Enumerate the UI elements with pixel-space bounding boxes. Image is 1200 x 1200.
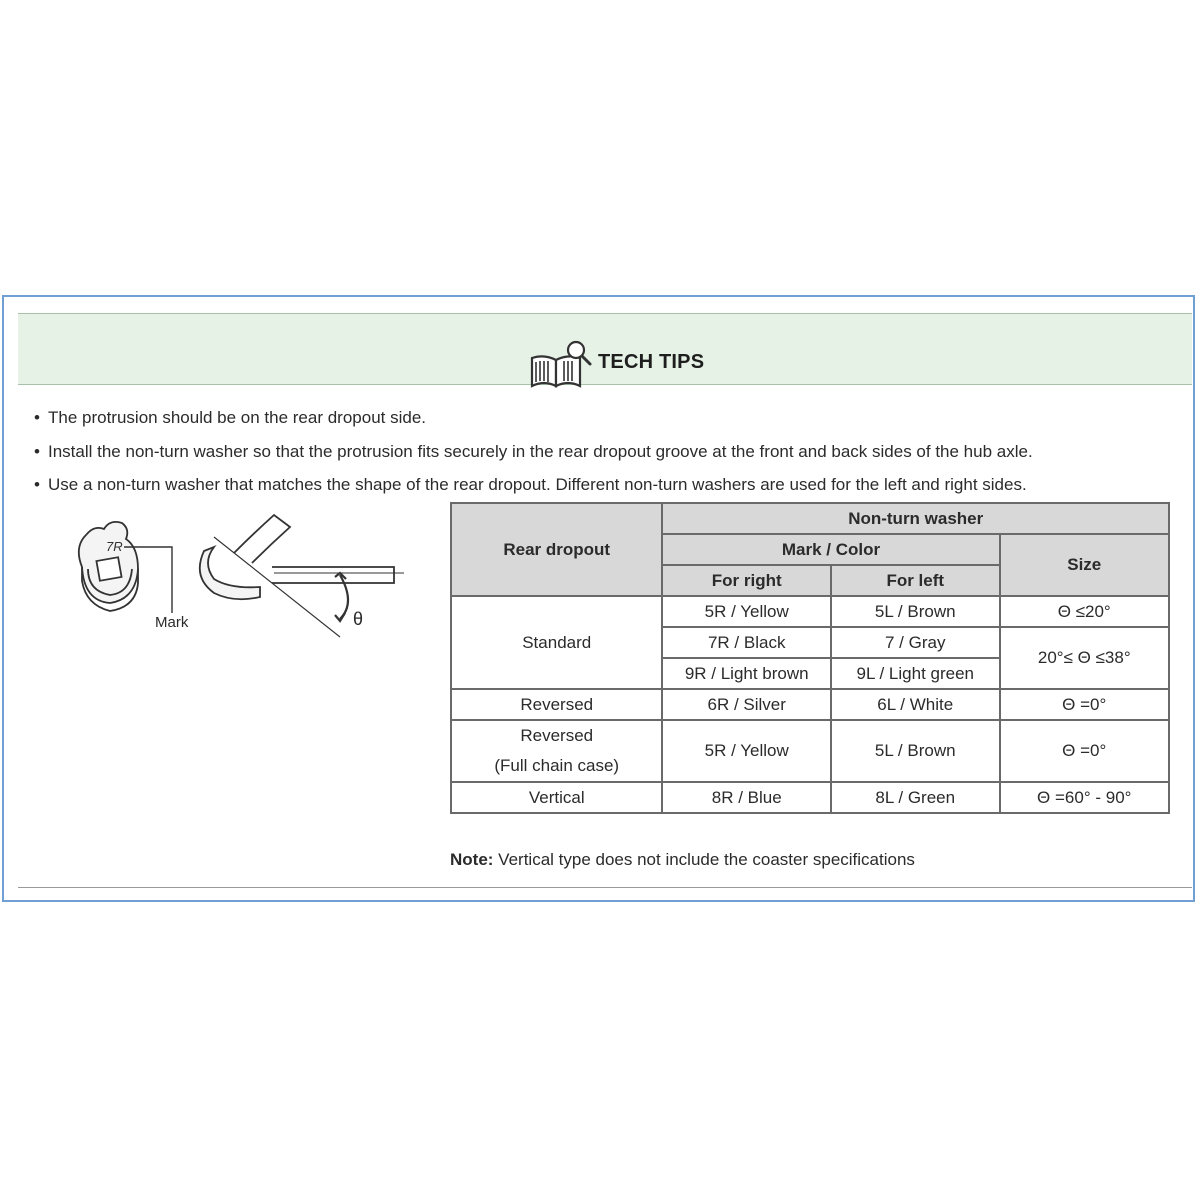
tip-text: Use a non-turn washer that matches the shape of the rear dropout. Different non-turn washers are used for the left and right sides. [48, 475, 1027, 494]
table-row [451, 689, 1169, 720]
book-magnifier-icon [526, 336, 598, 392]
tech-tips-title: TECH TIPS [598, 351, 705, 373]
cell-size: Θ =0° [1000, 720, 1170, 782]
note-label: Note: [450, 850, 494, 869]
cell-right: 5R / Yellow [662, 596, 831, 627]
header-non-turn-washer: Non-turn washer [662, 503, 1169, 534]
table-row [451, 596, 1169, 627]
table-header-row [451, 503, 1169, 534]
cell-left: 5L / Brown [831, 596, 1000, 627]
cell-left: 5L / Brown [831, 720, 1000, 782]
cell-right: 8R / Blue [662, 782, 831, 813]
cell-size: Θ =60° - 90° [1000, 782, 1170, 813]
cell-right: 5R / Yellow [662, 720, 831, 782]
tip-item [34, 468, 1033, 502]
tip-item [34, 401, 1033, 435]
header-mark-color: Mark / Color [662, 534, 999, 565]
table-note [450, 850, 915, 870]
row-label-reversed: Reversed [451, 689, 662, 720]
cell-left: 8L / Green [831, 782, 1000, 813]
non-turn-washer-drawing [79, 522, 172, 613]
washer-dropout-illustration [64, 507, 424, 667]
tip-text: Install the non-turn washer so that the protrusion fits securely in the rear dropout groove at the front and back sides of the hub axle. [48, 441, 1033, 461]
cell-right: 6R / Silver [662, 689, 831, 720]
tip-text: The protrusion should be on the rear dropout side. [48, 408, 427, 427]
svg-text:7R: 7R [106, 539, 123, 554]
cell-right: 7R / Black [662, 627, 831, 658]
bottom-divider [18, 887, 1192, 888]
row-label-line: (Full chain case) [494, 756, 620, 775]
cell-size: Θ ≤20° [1000, 596, 1170, 627]
note-text: Vertical type does not include the coaster specifications [493, 850, 915, 869]
header-size: Size [1000, 534, 1170, 596]
cell-left: 6L / White [831, 689, 1000, 720]
tech-tips-panel [2, 295, 1195, 902]
row-label-vertical: Vertical [451, 782, 662, 813]
cell-right: 9R / Light brown [662, 658, 831, 689]
header-for-right: For right [662, 565, 831, 596]
row-label-line: Reversed [520, 726, 594, 745]
mark-label: Mark [155, 614, 189, 631]
rear-dropout-drawing [200, 515, 404, 637]
bullet: • [34, 441, 40, 461]
table-row [451, 720, 1169, 782]
bullet: • [34, 408, 40, 427]
header-for-left: For left [831, 565, 1000, 596]
tech-tips-header [18, 313, 1192, 385]
non-turn-washer-table [450, 502, 1170, 814]
row-label-standard: Standard [451, 596, 662, 689]
header-rear-dropout: Rear dropout [451, 503, 662, 596]
bullet: • [34, 475, 40, 494]
theta-label: θ [353, 609, 364, 629]
row-label-reversed-full-chain-case [451, 720, 662, 782]
cell-left: 9L / Light green [831, 658, 1000, 689]
cell-left: 7 / Gray [831, 627, 1000, 658]
table-row [451, 782, 1169, 813]
tip-item [34, 435, 1033, 469]
tips-list [34, 401, 1033, 502]
cell-size: 20°≤ Θ ≤38° [1000, 627, 1170, 689]
cell-size: Θ =0° [1000, 689, 1170, 720]
